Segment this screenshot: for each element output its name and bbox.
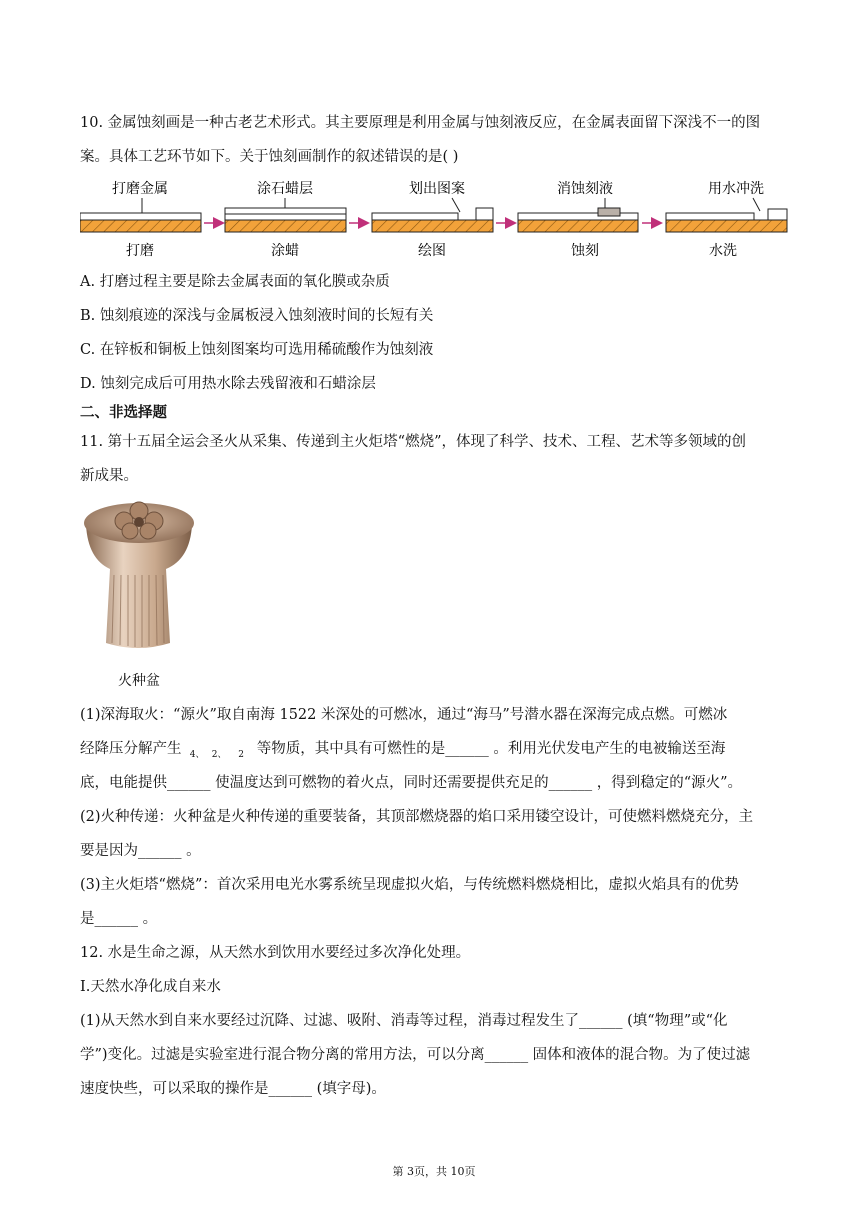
step-top-label: 消蚀刻液 (557, 181, 613, 197)
q12-part-title: I.天然水净化成自来水 (80, 979, 221, 995)
q12-part1-line3: 速度快些，可以采取的操作是______ (填字母)。 (80, 1081, 386, 1097)
q11-part3-line2: 是______ 。 (80, 911, 158, 927)
q10-stem-line2: 案。具体工艺环节如下。关于蚀刻画制作的叙述错误的是( ) (80, 149, 459, 165)
q10-option-d[interactable]: D. 蚀刻完成后可用热水除去残留液和石蜡涂层 (80, 376, 376, 392)
step-draw (372, 180, 493, 259)
q11-part2-line1: (2)火种传递：火种盆是火种传递的重要装备，其顶部燃烧器的焰口采用镂空设计，可使燃料燃烧充分，主 (80, 809, 754, 825)
q10-option-c[interactable]: C. 在锌板和铜板上蚀刻图案均可选用稀硫酸作为蚀刻液 (80, 342, 434, 358)
q10-option-b[interactable]: B. 蚀刻痕迹的深浅与金属板浸入蚀刻液时间的长短有关 (80, 308, 434, 324)
step-rinse (666, 180, 787, 259)
step-bottom-label: 涂蜡 (271, 243, 299, 259)
q11-part1-line1: (1)深海取火：“源火”取自南海 1522 米深处的可燃冰，通过“海马”号潜水器在深海完成点燃。可燃冰 (80, 707, 728, 723)
q12-part1-line2: 学”)变化。过滤是实验室进行混合物分离的常用方法，可以分离______ 固体和液体的混合物。为了使过滤 (80, 1047, 751, 1063)
step-bottom-label: 蚀刻 (571, 243, 599, 259)
section-heading: 二、非选择题 (80, 405, 167, 421)
fire-basin-image (74, 497, 204, 655)
subscript: 2、 (211, 750, 227, 760)
q10-option-a[interactable]: A. 打磨过程主要是除去金属表面的氧化膜或杂质 (80, 274, 390, 290)
page-footer: 第 3页，共 10页 (392, 1165, 476, 1178)
subscript: 4、 (189, 750, 205, 760)
q11-part1-line2 (80, 739, 725, 761)
step-etch (518, 180, 638, 259)
step-top-label: 涂石蜡层 (257, 181, 313, 197)
step-top-label: 打磨金属 (112, 181, 168, 197)
text-segment: 等物质，其中具有可燃性的是______ 。利用光伏发电产生的电被输送至海 (256, 741, 726, 757)
q11-stem-line1: 11. 第十五届全运会圣火从采集、传递到主火炬塔“燃烧”，体现了科学、技术、工程、艺术等多领域的创 (80, 434, 746, 450)
step-polish (80, 180, 201, 259)
q11-part3-line1: (3)主火炬塔“燃烧”：首次采用电光水雾系统呈现虚拟火焰，与传统燃料燃烧相比，虚拟火焰具有的优势 (80, 877, 739, 893)
step-wax (225, 180, 346, 259)
etching-process-diagram (80, 176, 792, 262)
step-bottom-label: 打磨 (126, 243, 154, 259)
q10-stem-line1: 10. 金属蚀刻画是一种古老艺术形式。其主要原理是利用金属与蚀刻液反应，在金属表面留下深浅不一的图 (80, 115, 761, 131)
text-segment: 经降压分解产生 (80, 741, 182, 757)
subscript: 2 (238, 750, 244, 760)
q11-part2-line2: 要是因为______ 。 (80, 843, 201, 859)
step-bottom-label: 水洗 (709, 243, 737, 259)
step-top-label: 划出图案 (409, 181, 465, 197)
q12-stem: 12. 水是生命之源，从天然水到饮用水要经过多次净化处理。 (80, 945, 471, 961)
step-top-label: 用水冲洗 (708, 181, 764, 197)
q11-stem-line2: 新成果。 (80, 468, 138, 484)
image-caption: 火种盆 (118, 673, 160, 689)
q12-part1-line1: (1)从天然水到自来水要经过沉降、过滤、吸附、消毒等过程，消毒过程发生了______ (填“物理”或“化 (80, 1013, 728, 1029)
q11-part1-line3: 底，电能提供______ 使温度达到可燃物的着火点，同时还需要提供充足的______ ，得到稳定的“源火”。 (80, 775, 743, 791)
step-bottom-label: 绘图 (418, 243, 446, 259)
